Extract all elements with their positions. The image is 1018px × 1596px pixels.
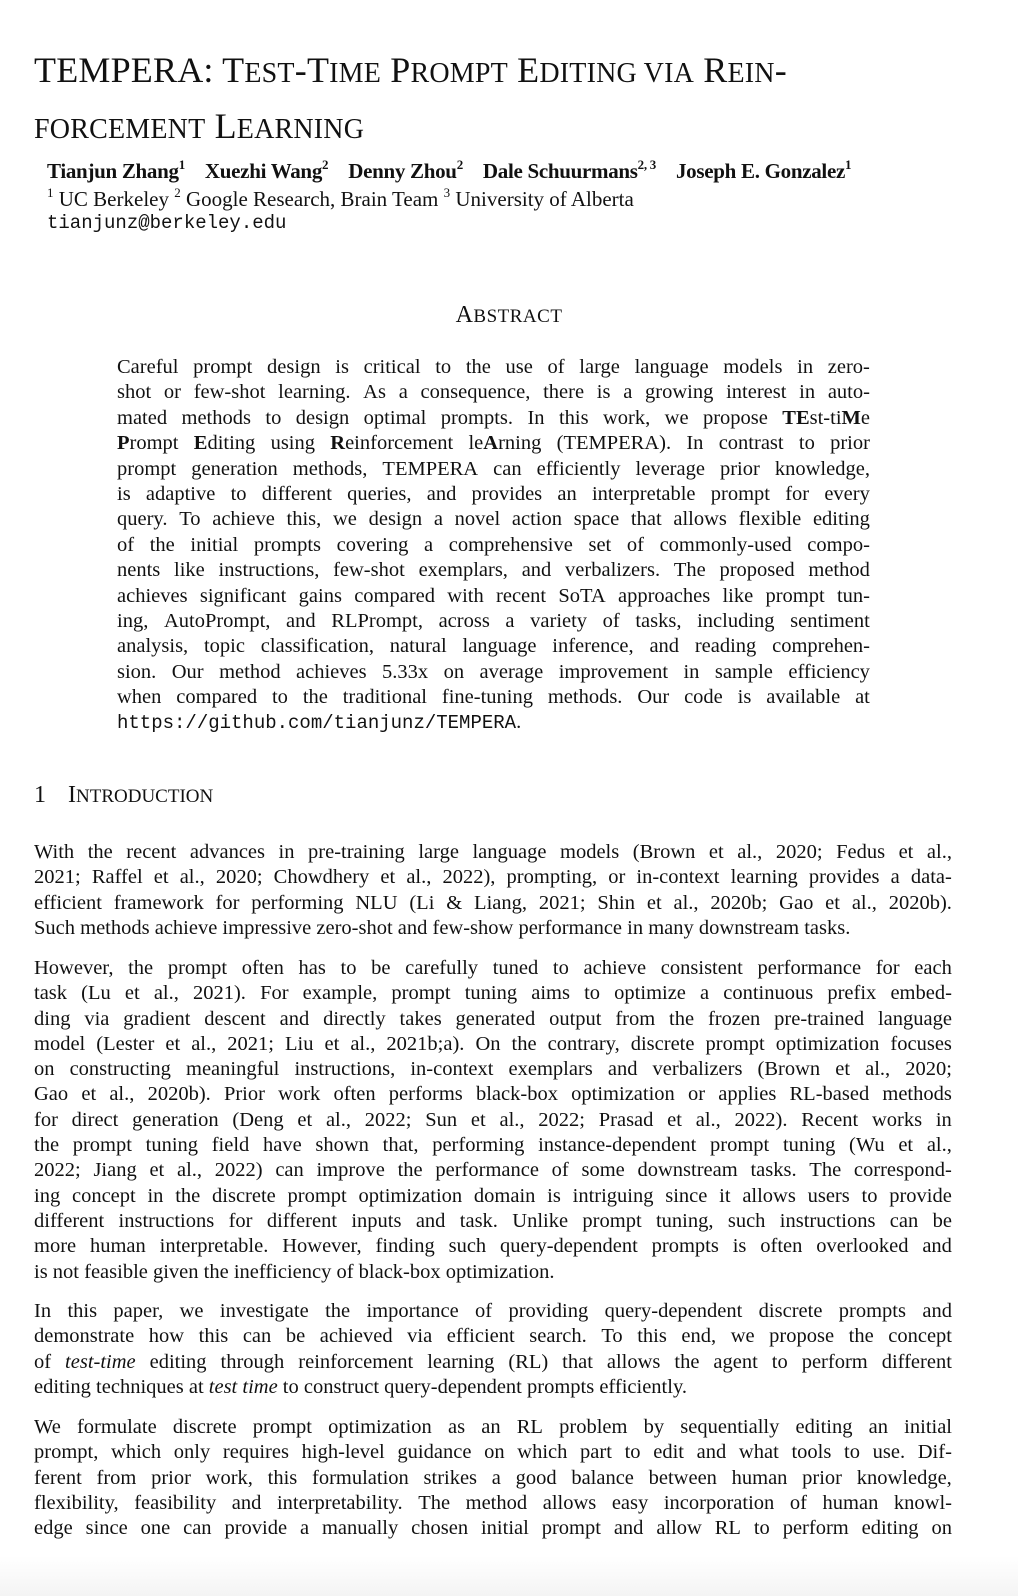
- intro-paragraph-1: [34, 840, 952, 941]
- author-name: Xuezhi Wang$^2$: [204, 157, 329, 183]
- affiliations: $^1$ UC Berkeley $^2$ Google Research, Brain Team $^3$ University of Alberta: [47, 185, 634, 211]
- abstract-line: nents like instructions, few-shot exemplars, and verbalizers. The proposed method: [117, 559, 870, 582]
- abstract-line: prompt generation methods, TEMPERA can efficiently leverage prior knowledge,: [117, 457, 870, 480]
- author-list: [47, 157, 871, 184]
- paragraph-line: more human interpretable. However, finding such query-dependent prompts is often overlooked and: [34, 1235, 952, 1258]
- section-number: 1: [34, 782, 46, 808]
- abstract-body: [117, 355, 870, 736]
- abstract-heading-rest: BSTRACT: [473, 306, 563, 327]
- paragraph-line: model (Lester et al., 2021; Liu et al., 2021b;a). On the contrary, discrete prompt optimization focuses: [34, 1032, 952, 1055]
- intro-paragraph-4: [34, 1415, 952, 1541]
- abstract-line: ing, AutoPrompt, and RLPrompt, across a variety of tasks, including sentiment: [117, 609, 870, 632]
- abstract-line: shot or few-shot learning. As a consequence, there is a growing interest in auto-: [117, 381, 870, 404]
- abstract-line: query. To achieve this, we design a novel action space that allows flexible editing: [117, 508, 870, 531]
- paragraph-line: on constructing meaningful instructions, in-context exemplars and verbalizers (Brown et al., 2020;: [34, 1058, 952, 1081]
- paragraph-line: demonstrate how this can be achieved via efficient search. To this end, we propose the concept: [34, 1325, 952, 1348]
- paragraph-line: editing techniques at test time to construct query-dependent prompts efficiently.: [34, 1375, 687, 1398]
- paragraph-line: is not feasible given the inefficiency of black-box optimization.: [34, 1260, 555, 1283]
- paragraph-line: Gao et al., 2020b). Prior work often performs black-box optimization or applies RL-based methods: [34, 1083, 952, 1106]
- paragraph-line: edge since one can provide a manually chosen initial prompt and allow RL to perform editing on: [34, 1517, 952, 1540]
- section-title-initial: I: [68, 782, 76, 808]
- abstract-line: is adaptive to different queries, and provides an interpretable prompt for every: [117, 482, 870, 505]
- paper-title: [34, 44, 994, 156]
- abstract-line: achieves significant gains compared with recent SoTA approaches like prompt tun-: [117, 584, 870, 607]
- intro-paragraph-2: [34, 956, 952, 1285]
- paragraph-line: However, the prompt often has to be carefully tuned to achieve consistent performance for each: [34, 957, 952, 979]
- author-name: Denny Zhou$^2$: [348, 157, 463, 183]
- paragraph-line: efficient framework for performing NLU (Li & Liang, 2021; Shin et al., 2020b; Gao et al., 2020b).: [34, 891, 952, 914]
- intro-paragraph-3: [34, 1299, 952, 1400]
- abstract-heading-initial: A: [455, 302, 474, 328]
- author-name: Tianjun Zhang$^1$: [47, 157, 185, 183]
- paragraph-line: flexibility, feasibility and interpretability. The method allows easy incorporation of human knowl-: [34, 1491, 952, 1514]
- author-email[interactable]: tianjunz@berkeley.edu: [47, 212, 287, 234]
- abstract-line: sion. Our method achieves 5.33x on average improvement in sample efficiency: [117, 660, 870, 683]
- paragraph-line: 2021; Raffel et al., 2020; Chowdhery et al., 2022), prompting, or in-context learning provides a data-: [34, 866, 952, 889]
- abstract-heading: [0, 302, 1018, 329]
- paragraph-line: With the recent advances in pre-training large language models (Brown et al., 2020; Fedus et al.,: [34, 841, 952, 863]
- affiliation: Google Research, Brain Team: [180, 187, 444, 211]
- abstract-line: Careful prompt design is critical to the use of large language models in zero-: [117, 356, 870, 378]
- author-name: Joseph E. Gonzalez$^1$: [675, 157, 852, 183]
- paragraph-line: task (Lu et al., 2021). For example, prompt tuning aims to optimize a continuous prefix embed-: [34, 982, 952, 1005]
- title-line: FORCEMENT LEARNING: [34, 106, 365, 147]
- code-link[interactable]: https://github.com/tianjunz/TEMPERA: [117, 712, 517, 735]
- paragraph-line: the prompt tuning field have shown that, performing instance-dependent prompt tuning (Wu et al.,: [34, 1134, 952, 1157]
- paragraph-line: Such methods achieve impressive zero-shot and few-show performance in many downstream tasks.: [34, 916, 851, 939]
- abstract-line: Prompt Editing using Reinforcement leArning (TEMPERA). In contrast to prior: [117, 432, 870, 455]
- abstract-line: when compared to the traditional fine-tuning methods. Our code is available at: [117, 686, 870, 709]
- paragraph-line: of test-time editing through reinforcement learning (RL) that allows the agent to perform different: [34, 1350, 952, 1373]
- section-title-rest: NTRODUCTION: [76, 786, 214, 807]
- abstract-line: mated methods to design optimal prompts. In this work, we propose TEst-tiMe: [117, 406, 870, 429]
- paragraph-line: for direct generation (Deng et al., 2022; Sun et al., 2022; Prasad et al., 2022). Recent works in: [34, 1108, 952, 1131]
- paragraph-line: ing concept in the discrete prompt optimization domain is intriguing since it allows users to provide: [34, 1184, 952, 1207]
- page-bottom-edge: [0, 1556, 1018, 1596]
- paragraph-line: We formulate discrete prompt optimization as an RL problem by sequentially editing an initial: [34, 1416, 952, 1438]
- paragraph-line: ferent from prior work, this formulation strikes a good balance between human prior knowledge,: [34, 1466, 952, 1489]
- abstract-line: analysis, topic classification, natural language inference, and reading comprehen-: [117, 635, 870, 658]
- abstract-line: of the initial prompts covering a comprehensive set of commonly-used compo-: [117, 533, 870, 556]
- paragraph-line: prompt, which only requires high-level guidance on which part to edit and what tools to use. Dif-: [34, 1441, 952, 1464]
- abstract-line: https://github.com/tianjunz/TEMPERA.: [117, 711, 522, 735]
- paragraph-line: different instructions for different inputs and task. Unlike prompt tuning, such instructions can be: [34, 1209, 952, 1232]
- section-heading-introduction: [34, 782, 213, 809]
- paragraph-line: 2022; Jiang et al., 2022) can improve the performance of some downstream tasks. The correspond-: [34, 1159, 952, 1182]
- title-line: TEMPERA: TEST-TIME PROMPT EDITING VIA REIN-: [34, 50, 787, 91]
- affiliation: UC Berkeley: [53, 187, 175, 211]
- affiliation: University of Alberta: [450, 187, 634, 211]
- paragraph-line: In this paper, we investigate the importance of providing query-dependent discrete prompts and: [34, 1300, 952, 1322]
- author-name: Dale Schuurmans$^{2, 3}$: [482, 157, 656, 183]
- paragraph-line: ding via gradient descent and directly takes generated output from the frozen pre-trained language: [34, 1007, 952, 1030]
